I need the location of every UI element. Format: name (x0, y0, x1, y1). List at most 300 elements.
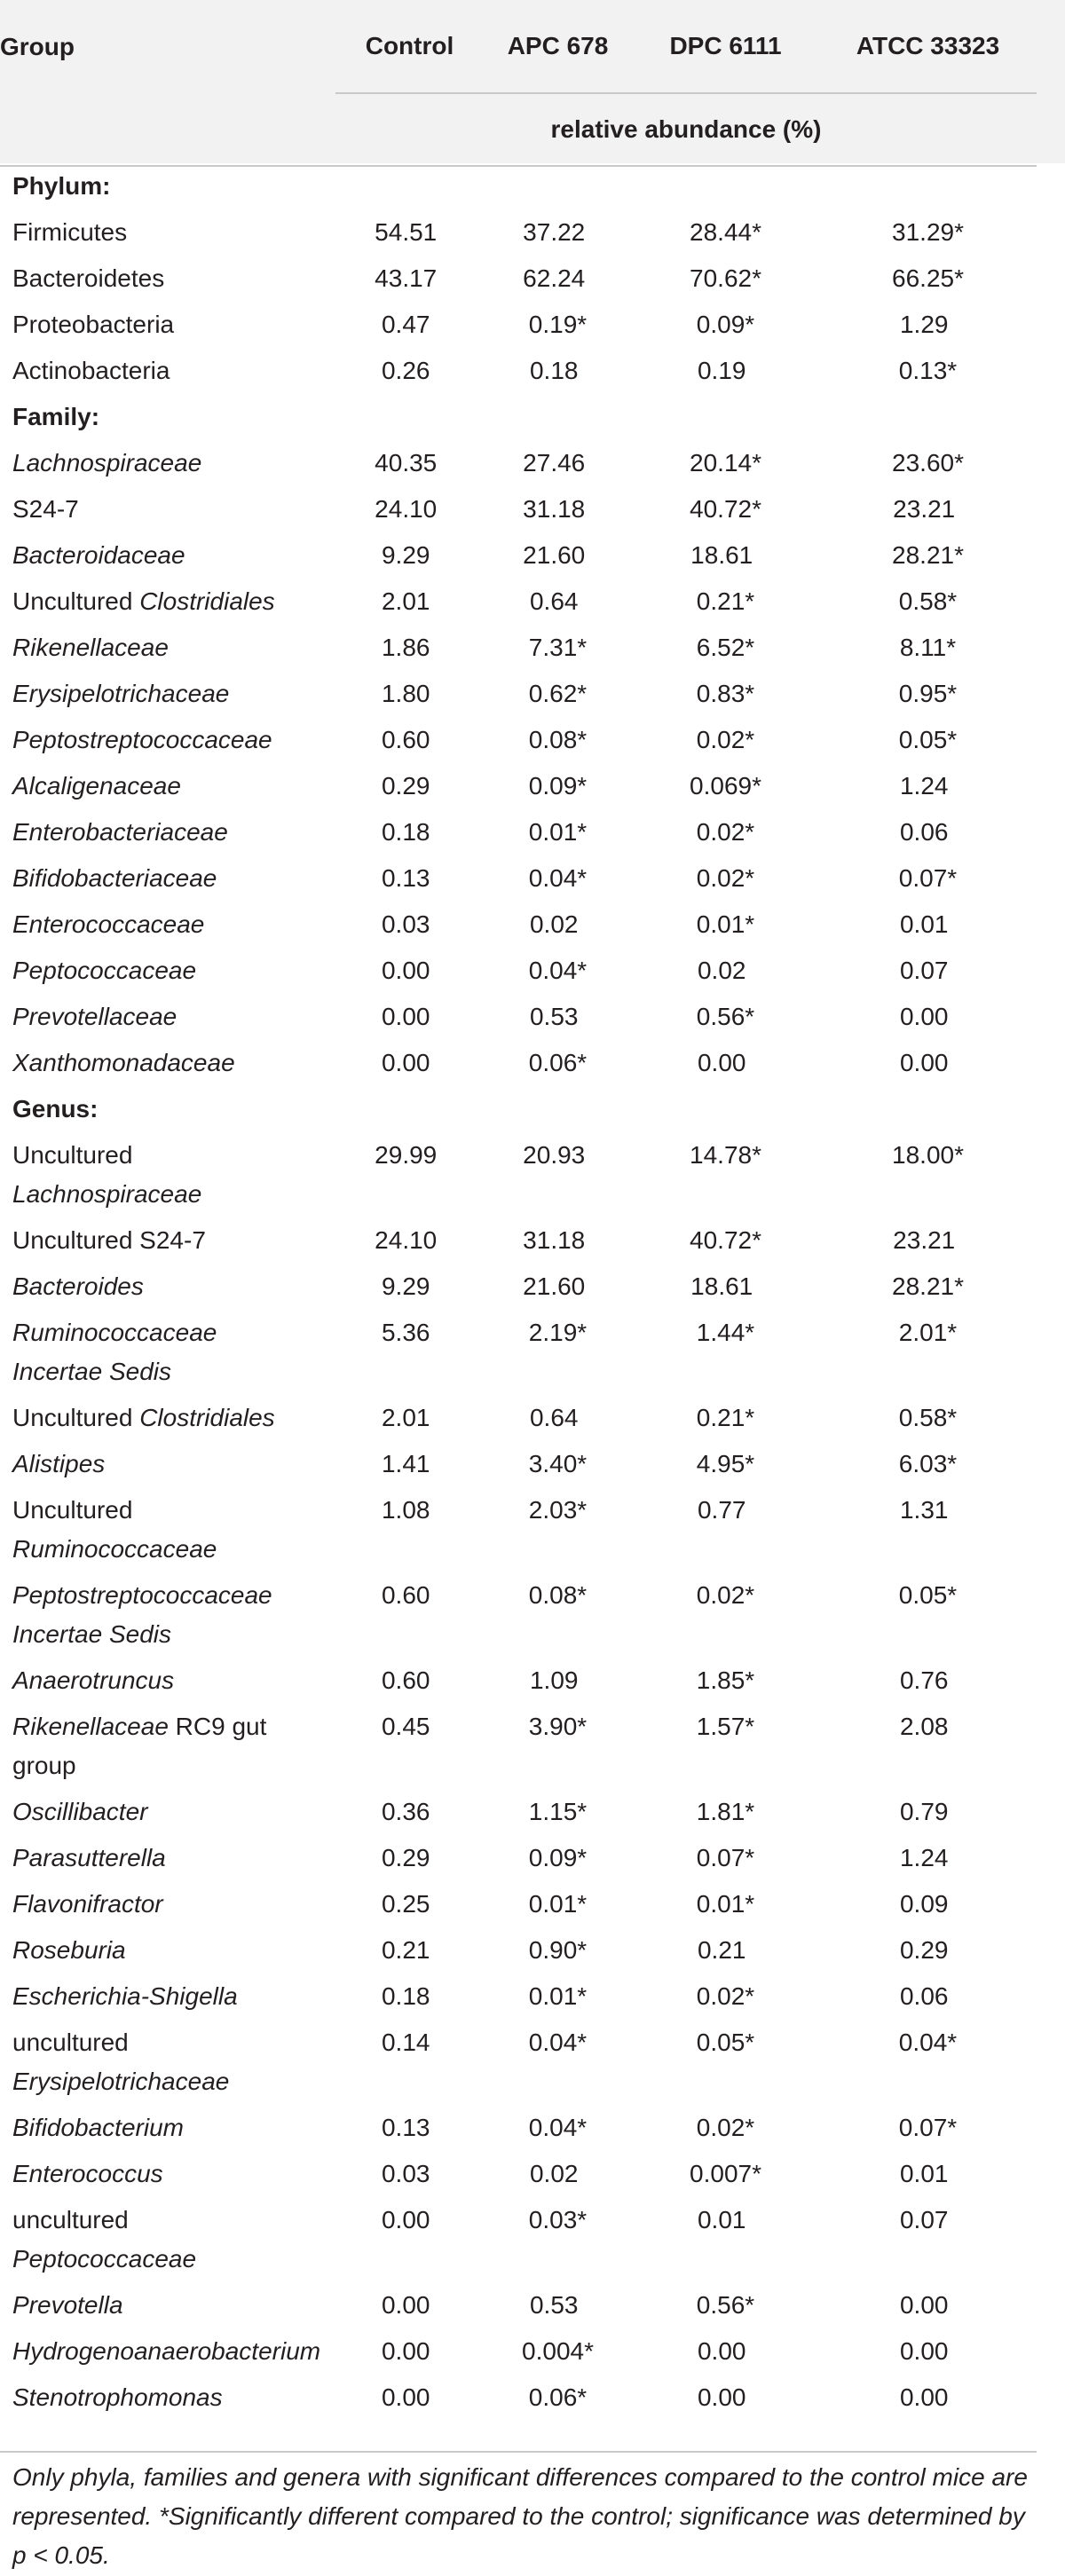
value-cell-atcc33323 (819, 1491, 1037, 1576)
abundance-value: 0.05* (898, 726, 958, 753)
table-row (0, 997, 1037, 1044)
taxon-label (0, 628, 335, 674)
abundance-value: 1.09 (529, 1666, 579, 1694)
table-row (0, 2155, 1037, 2201)
value-cell-atcc33323 (819, 1931, 1037, 1977)
abundance-value: 0.58* (898, 1404, 958, 1431)
abundance-value: 23.21 (893, 495, 956, 523)
abundance-value: 28.21* (892, 541, 964, 569)
taxon-label-part: Escherichia-Shigella (12, 1982, 238, 2010)
value-cell-atcc33323 (819, 1977, 1037, 2023)
abundance-value: 0.64 (529, 1404, 579, 1431)
abundance-value: 0.01 (899, 910, 949, 938)
taxon-label-part: Proteobacteria (12, 311, 175, 338)
abundance-value: 0.01 (899, 2160, 949, 2187)
value-cell-control (335, 674, 484, 721)
table-row (0, 813, 1037, 859)
value-cell-apc678 (484, 1136, 632, 1221)
value-cell-control (335, 490, 484, 536)
abundance-value: 0.19 (697, 357, 746, 384)
taxon-label-part: Firmicutes (12, 218, 128, 246)
value-cell-dpc6111 (632, 1267, 819, 1313)
value-cell-atcc33323 (819, 813, 1037, 859)
taxon-label-part: Parasutterella (12, 1844, 166, 1871)
abundance-value: 0.09 (899, 1890, 949, 1918)
table-row (0, 2201, 1037, 2286)
value-cell-dpc6111 (632, 674, 819, 721)
value-cell-dpc6111 (632, 721, 819, 767)
column-header-dpc6111: DPC 6111 (669, 32, 782, 59)
abundance-value: 0.29 (381, 1844, 430, 1871)
value-cell-apc678 (484, 2378, 632, 2424)
value-cell-atcc33323 (819, 1707, 1037, 1792)
value-cell-control (335, 767, 484, 813)
table-row (0, 905, 1037, 951)
abundance-value: 0.58* (898, 587, 958, 615)
taxon-label-part: Enterobacteriaceae (12, 818, 228, 846)
value-cell-control (335, 2108, 484, 2155)
taxon-label-part: Alistipes (12, 1450, 106, 1477)
value-cell-apc678 (484, 2286, 632, 2332)
abundance-value: 3.40* (528, 1450, 588, 1477)
value-cell-control (335, 1136, 484, 1221)
section-title: Phylum: (12, 172, 111, 200)
table-row (0, 1313, 1037, 1398)
value-cell-control (335, 2155, 484, 2201)
abundance-value: 0.01 (697, 2206, 746, 2233)
value-cell-control (335, 259, 484, 305)
taxon-label-part: Bacteroides (12, 1272, 144, 1300)
value-cell-dpc6111 (632, 859, 819, 905)
abundance-value: 0.06* (528, 1049, 588, 1076)
value-cell-control (335, 351, 484, 398)
abundance-value: 20.93 (523, 1141, 586, 1169)
value-cell-dpc6111 (632, 1044, 819, 1090)
taxon-label (0, 305, 335, 351)
abundance-value: 0.03* (528, 2206, 588, 2233)
value-cell-dpc6111 (632, 259, 819, 305)
abundance-value: 0.56* (696, 1003, 755, 1030)
taxon-label-part: Peptococcaceae (12, 2245, 197, 2273)
table-body (0, 166, 1037, 2424)
value-cell-dpc6111 (632, 305, 819, 351)
taxon-label (0, 1576, 335, 1661)
abundance-value: 29.99 (375, 1141, 438, 1169)
taxon-label-part: Peptostreptococcaceae (12, 1581, 272, 1609)
value-cell-apc678 (484, 351, 632, 398)
abundance-value: 20.14* (690, 449, 761, 477)
table-row (0, 2023, 1037, 2108)
value-cell-dpc6111 (632, 490, 819, 536)
abundance-value: 0.02* (696, 2114, 755, 2141)
abundance-value: 1.24 (899, 772, 949, 800)
abundance-value: 62.24 (523, 264, 586, 292)
value-cell-dpc6111 (632, 2332, 819, 2378)
abundance-value: 1.41 (381, 1450, 430, 1477)
abundance-value: 1.08 (381, 1496, 430, 1524)
abundance-value: 0.36 (381, 1798, 430, 1825)
abundance-value: 0.09* (528, 772, 588, 800)
table-row (0, 951, 1037, 997)
taxon-label-part: Rikenellaceae (12, 1713, 169, 1740)
taxon-label-part: uncultured (12, 2029, 129, 2056)
taxon-label (0, 721, 335, 767)
value-cell-apc678 (484, 1977, 632, 2023)
value-cell-control (335, 721, 484, 767)
value-cell-dpc6111 (632, 1885, 819, 1931)
value-cell-apc678 (484, 1491, 632, 1576)
table-row (0, 674, 1037, 721)
taxon-label-part: Uncultured (12, 1404, 140, 1431)
value-cell-atcc33323 (819, 1576, 1037, 1661)
column-header-group: Group (0, 32, 75, 60)
value-cell-control (335, 628, 484, 674)
value-cell-apc678 (484, 997, 632, 1044)
abundance-value: 0.01* (528, 1890, 588, 1918)
value-cell-atcc33323 (819, 1267, 1037, 1313)
abundance-value: 0.76 (899, 1666, 949, 1694)
value-cell-dpc6111 (632, 444, 819, 490)
value-cell-apc678 (484, 767, 632, 813)
taxon-label (0, 2108, 335, 2155)
taxon-label-part: Alcaligenaceae (12, 772, 181, 800)
abundance-value: 0.29 (899, 1936, 949, 1964)
abundance-value: 0.09* (696, 311, 755, 338)
abundance-value: 2.01* (898, 1319, 958, 1346)
taxon-label-part: Lachnospiraceae (12, 449, 202, 477)
abundance-value: 0.03 (381, 2160, 430, 2187)
value-cell-control (335, 1267, 484, 1313)
table-row (0, 305, 1037, 351)
taxon-label (0, 674, 335, 721)
abundance-value: 0.45 (381, 1713, 430, 1740)
abundance-value: 0.64 (529, 587, 579, 615)
table-row (0, 1977, 1037, 2023)
value-cell-control (335, 1044, 484, 1090)
abundance-value: 14.78* (690, 1141, 761, 1169)
abundance-value: 24.10 (375, 1226, 438, 1254)
value-cell-dpc6111 (632, 1792, 819, 1839)
value-cell-control (335, 2023, 484, 2108)
value-cell-control (335, 305, 484, 351)
value-cell-atcc33323 (819, 1044, 1037, 1090)
value-cell-control (335, 1313, 484, 1398)
taxon-label-part: Uncultured (12, 1141, 133, 1169)
value-cell-atcc33323 (819, 1839, 1037, 1885)
abundance-value: 0.60 (381, 1666, 430, 1694)
abundance-value: 1.24 (899, 1844, 949, 1871)
taxon-label (0, 2286, 335, 2332)
value-cell-control (335, 997, 484, 1044)
value-cell-apc678 (484, 1661, 632, 1707)
value-cell-atcc33323 (819, 259, 1037, 305)
value-cell-control (335, 1491, 484, 1576)
abundance-value: 0.00 (899, 2291, 949, 2319)
taxon-label-part: Clostridiales (139, 587, 275, 615)
abundance-value: 0.18 (529, 357, 579, 384)
abundance-value: 0.13 (381, 2114, 430, 2141)
value-cell-control (335, 2286, 484, 2332)
abundance-value: 0.95* (898, 680, 958, 707)
value-cell-apc678 (484, 1044, 632, 1090)
taxon-label-part: Prevotellaceae (12, 1003, 178, 1030)
taxon-label (0, 1136, 335, 1221)
taxon-label-part: uncultured (12, 2206, 129, 2233)
value-cell-control (335, 859, 484, 905)
section-title: Genus: (12, 1095, 99, 1123)
table-row (0, 582, 1037, 628)
abundance-value: 0.01* (528, 818, 588, 846)
taxon-label (0, 1445, 335, 1491)
abundance-value: 0.05* (696, 2029, 755, 2056)
taxon-label-part: Ruminococcaceae (12, 1535, 217, 1563)
taxon-label-part: Bacteroidaceae (12, 541, 185, 569)
value-cell-dpc6111 (632, 1491, 819, 1576)
taxon-label (0, 536, 335, 582)
value-cell-atcc33323 (819, 674, 1037, 721)
value-cell-dpc6111 (632, 1707, 819, 1792)
abundance-value: 0.04* (528, 2029, 588, 2056)
taxon-label (0, 351, 335, 398)
table-row (0, 2108, 1037, 2155)
abundance-value: 0.08* (528, 1581, 588, 1609)
section-title: Family: (12, 403, 100, 430)
value-cell-apc678 (484, 1267, 632, 1313)
abundance-value: 1.31 (899, 1496, 949, 1524)
table-row (0, 1931, 1037, 1977)
value-cell-atcc33323 (819, 905, 1037, 951)
value-cell-control (335, 905, 484, 951)
abundance-value: 0.21* (696, 1404, 755, 1431)
abundance-value: 31.18 (523, 1226, 586, 1254)
abundance-value: 0.07* (696, 1844, 755, 1871)
abundance-value: 0.00 (381, 2337, 430, 2365)
value-cell-atcc33323 (819, 305, 1037, 351)
abundance-value: 0.60 (381, 726, 430, 753)
taxon-label-part: Uncultured S24-7 (12, 1226, 206, 1254)
abundance-value: 0.004* (522, 2337, 594, 2365)
abundance-value: 1.57* (696, 1713, 755, 1740)
abundance-value: 6.52* (696, 634, 755, 661)
table-row (0, 767, 1037, 813)
abundance-value: 0.79 (899, 1798, 949, 1825)
taxon-label (0, 1885, 335, 1931)
value-cell-atcc33323 (819, 2023, 1037, 2108)
value-cell-dpc6111 (632, 951, 819, 997)
taxon-label-part: Bifidobacterium (12, 2114, 184, 2141)
abundance-value: 0.007* (690, 2160, 761, 2187)
abundance-value: 2.01 (381, 1404, 430, 1431)
taxon-label-part: Hydrogenoanaerobacterium (12, 2337, 321, 2365)
abundance-value: 0.04* (528, 957, 588, 984)
taxon-label (0, 1661, 335, 1707)
abundance-value: 5.36 (381, 1319, 430, 1346)
abundance-value: 7.31* (528, 634, 588, 661)
table-row (0, 2286, 1037, 2332)
value-cell-atcc33323 (819, 1221, 1037, 1267)
abundance-value: 0.56* (696, 2291, 755, 2319)
value-cell-dpc6111 (632, 2286, 819, 2332)
abundance-value: 66.25* (892, 264, 964, 292)
value-cell-apc678 (484, 582, 632, 628)
value-cell-apc678 (484, 951, 632, 997)
value-cell-control (335, 2201, 484, 2286)
value-cell-control (335, 1398, 484, 1445)
taxon-label-part: Ruminococcaceae (12, 1319, 217, 1346)
table-row (0, 1576, 1037, 1661)
taxon-label-part: Anaerotruncus (12, 1666, 175, 1694)
abundance-value: 0.18 (381, 818, 430, 846)
value-cell-atcc33323 (819, 2201, 1037, 2286)
value-cell-control (335, 813, 484, 859)
value-cell-atcc33323 (819, 1398, 1037, 1445)
value-cell-control (335, 213, 484, 259)
abundance-value: 0.14 (381, 2029, 430, 2056)
taxon-label-part: Actinobacteria (12, 357, 170, 384)
abundance-value: 0.00 (899, 2337, 949, 2365)
value-cell-control (335, 1931, 484, 1977)
taxon-label (0, 997, 335, 1044)
value-cell-apc678 (484, 905, 632, 951)
value-cell-control (335, 2378, 484, 2424)
taxon-label-part: Enterococcus (12, 2160, 163, 2187)
value-cell-atcc33323 (819, 721, 1037, 767)
abundance-value: 6.03* (898, 1450, 958, 1477)
value-cell-apc678 (484, 1707, 632, 1792)
taxon-label (0, 1707, 335, 1792)
value-cell-atcc33323 (819, 2108, 1037, 2155)
table-row (0, 536, 1037, 582)
value-cell-dpc6111 (632, 2201, 819, 2286)
value-cell-atcc33323 (819, 1792, 1037, 1839)
taxon-label-part: Peptococcaceae (12, 957, 197, 984)
taxon-label-part: Uncultured (12, 587, 140, 615)
abundance-value: 0.60 (381, 1581, 430, 1609)
value-cell-dpc6111 (632, 536, 819, 582)
table-row (0, 490, 1037, 536)
value-cell-dpc6111 (632, 2155, 819, 2201)
taxon-label (0, 1839, 335, 1885)
value-cell-control (335, 1707, 484, 1792)
taxon-label (0, 1398, 335, 1445)
taxon-label (0, 951, 335, 997)
table-row (0, 1136, 1037, 1221)
footnote: Only phyla, families and genera with significant differences compared to the control mice are represented. *Significantly different compared to the control; significance was determined by p < 0.05. (12, 2463, 1028, 2569)
value-cell-control (335, 1792, 484, 1839)
table-row (0, 1839, 1037, 1885)
abundance-value: 1.81* (696, 1798, 755, 1825)
taxon-label-part: Uncultured (12, 1496, 133, 1524)
abundance-value: 0.02* (696, 1581, 755, 1609)
taxon-label (0, 2332, 335, 2378)
value-cell-atcc33323 (819, 628, 1037, 674)
abundance-value: 0.29 (381, 772, 430, 800)
abundance-value: 54.51 (375, 218, 438, 246)
abundance-value: 0.62* (528, 680, 588, 707)
abundance-value: 0.07 (899, 957, 949, 984)
table-row (0, 859, 1037, 905)
abundance-value: 0.00 (697, 2383, 746, 2411)
taxon-label-part: Enterococcaceae (12, 910, 205, 938)
taxon-label-part: group (12, 1752, 76, 1779)
value-cell-dpc6111 (632, 1931, 819, 1977)
taxon-label-part: Bifidobacteriaceae (12, 864, 217, 892)
abundance-value: 0.21* (696, 587, 755, 615)
taxon-label-part: Clostridiales (139, 1404, 275, 1431)
abundance-value: 40.35 (375, 449, 438, 477)
value-cell-control (335, 1885, 484, 1931)
abundance-value: 0.02* (696, 1982, 755, 2010)
value-cell-dpc6111 (632, 2023, 819, 2108)
abundance-value: 0.18 (381, 1982, 430, 2010)
section-header-row (0, 166, 1037, 213)
table-row (0, 1707, 1037, 1792)
value-cell-control (335, 1977, 484, 2023)
taxon-label (0, 444, 335, 490)
value-cell-apc678 (484, 674, 632, 721)
abundance-value: 21.60 (523, 541, 586, 569)
column-header-control: Control (365, 32, 454, 59)
taxon-label (0, 1977, 335, 2023)
taxon-label-part: Incertae Sedis (12, 1620, 171, 1648)
abundance-value: 0.00 (381, 1049, 430, 1076)
abundance-value: 0.47 (381, 311, 430, 338)
table-row (0, 1445, 1037, 1491)
abundance-value: 0.83* (696, 680, 755, 707)
abundance-value: 3.90* (528, 1713, 588, 1740)
abundance-value: 0.01* (696, 910, 755, 938)
value-cell-control (335, 2332, 484, 2378)
abundance-value: 0.06 (899, 818, 949, 846)
taxon-label-part: S24-7 (12, 495, 79, 523)
abundance-value: 0.07 (899, 2206, 949, 2233)
abundance-value: 0.09* (528, 1844, 588, 1871)
abundance-value: 0.00 (381, 957, 430, 984)
value-cell-control (335, 536, 484, 582)
taxon-label (0, 2378, 335, 2424)
abundance-value: 0.03 (381, 910, 430, 938)
value-cell-atcc33323 (819, 490, 1037, 536)
value-cell-atcc33323 (819, 997, 1037, 1044)
taxon-label (0, 1313, 335, 1398)
value-cell-control (335, 1576, 484, 1661)
table-row (0, 1398, 1037, 1445)
abundance-value: 8.11* (899, 634, 957, 661)
column-header-apc678: APC 678 (507, 32, 609, 59)
table-row (0, 1221, 1037, 1267)
taxon-label-part: Incertae Sedis (12, 1358, 171, 1385)
abundance-value: 0.00 (697, 1049, 746, 1076)
abundance-value: 2.03* (528, 1496, 588, 1524)
value-cell-apc678 (484, 1792, 632, 1839)
table-row (0, 444, 1037, 490)
abundance-value: 70.62* (690, 264, 761, 292)
table-row (0, 351, 1037, 398)
value-cell-dpc6111 (632, 2378, 819, 2424)
value-cell-atcc33323 (819, 951, 1037, 997)
abundance-value: 0.77 (697, 1496, 746, 1524)
value-cell-atcc33323 (819, 351, 1037, 398)
abundance-value: 2.08 (899, 1713, 949, 1740)
taxon-label (0, 813, 335, 859)
abundance-value: 9.29 (381, 1272, 430, 1300)
table-row (0, 1792, 1037, 1839)
abundance-value: 24.10 (375, 495, 438, 523)
abundance-value: 28.21* (892, 1272, 964, 1300)
abundance-value: 0.02* (696, 726, 755, 753)
value-cell-control (335, 1661, 484, 1707)
abundance-value: 0.02 (697, 957, 746, 984)
